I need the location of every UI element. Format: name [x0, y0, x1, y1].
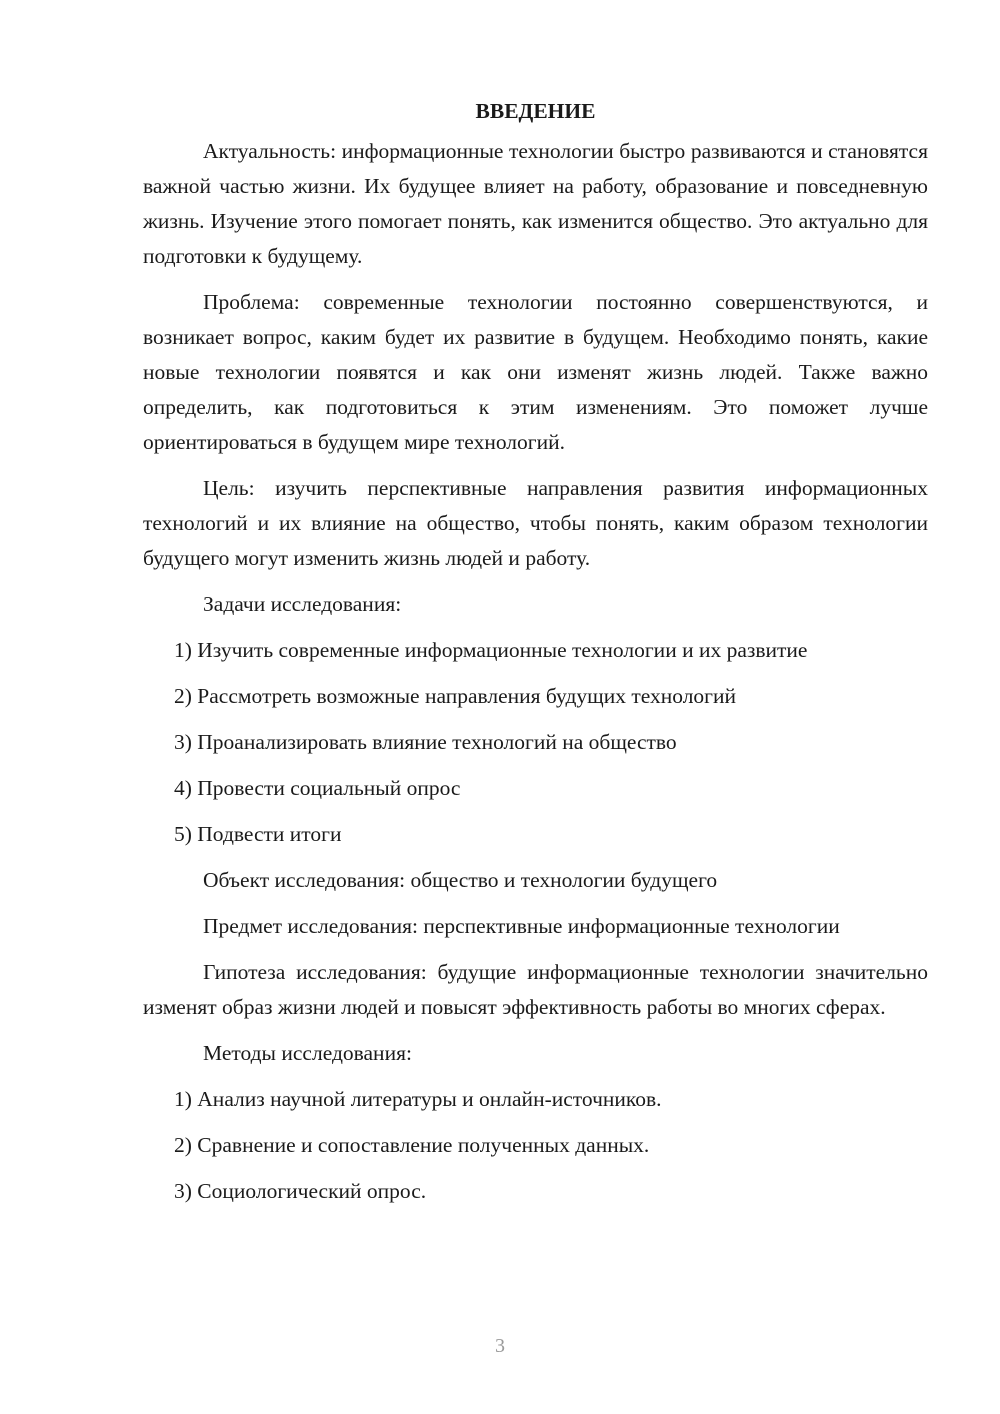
method-item: 2) Сравнение и сопоставление полученных данных.: [174, 1133, 650, 1157]
page-content: [143, 96, 928, 1220]
paragraph-relevance: Актуальность: информационные технологии быстро развиваются и становятся важной частью жизни. Их будущее влияет на работу, образование и повседневную жизнь. Изучение этого помогает понять, как изменится общество. Это актуально для подготовки к будущему.: [143, 139, 928, 268]
paragraph-goal: Цель: изучить перспективные направления развития информационных технологий и их влияние на общество, чтобы понять, каким образом технологии будущего могут изменить жизнь людей и работу.: [143, 476, 928, 570]
methods-list: [143, 1082, 928, 1209]
task-item: 2) Рассмотреть возможные направления будущих технологий: [174, 684, 737, 708]
paragraph-subject: Предмет исследования: перспективные информационные технологии: [203, 914, 840, 938]
tasks-list: [143, 633, 928, 852]
tasks-heading: Задачи исследования:: [203, 592, 402, 616]
section-title: ВВЕДЕНИЕ: [475, 99, 596, 123]
method-item: 1) Анализ научной литературы и онлайн-источников.: [174, 1087, 662, 1111]
paragraph-problem: Проблема: современные технологии постоянно совершенствуются, и возникает вопрос, каким будет их развитие в будущем. Необходимо понять, какие новые технологии появятся и как они изменят жизнь людей. Также важно определить, как подготовиться к этим изменениям. Это поможет лучше ориентироваться в будущем мире технологий.: [143, 290, 928, 454]
task-item: 3) Проанализировать влияние технологий на общество: [174, 730, 677, 754]
methods-heading: Методы исследования:: [203, 1041, 412, 1065]
paragraph-object: Объект исследования: общество и технологии будущего: [203, 868, 718, 892]
page-number: 3: [495, 1335, 505, 1357]
task-item: 1) Изучить современные информационные технологии и их развитие: [174, 638, 808, 662]
task-item: 4) Провести социальный опрос: [174, 776, 461, 800]
task-item: 5) Подвести итоги: [174, 822, 342, 846]
method-item: 3) Социологический опрос.: [174, 1179, 427, 1203]
paragraph-hypothesis: Гипотеза исследования: будущие информационные технологии значительно изменят образ жизни людей и повысят эффективность работы во многих сферах.: [143, 960, 928, 1019]
